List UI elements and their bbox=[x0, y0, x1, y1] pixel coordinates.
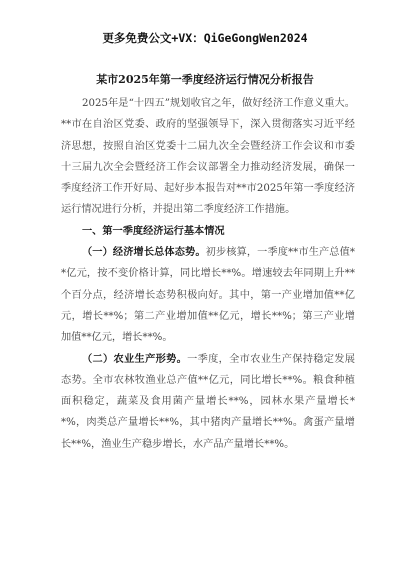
document-body bbox=[61, 93, 355, 455]
intro-paragraph: 2025年是“十四五”规划收官之年，做好经济工作意义重大。**市在自治区党委、政府的坚强领导下，深入贯彻落实习近平经济思想，按照自治区党委十二届九次全会暨经济工作会议和市委十三届九次全会暨经济工作会议部署全力推动经济发展，确保一季度经济工作开好局、起好步本报告对**市2025年第一季度经济运行情况进行分析，并提出第二季度经济工作措施。 bbox=[61, 98, 355, 216]
subsection-agriculture-text: 一季度，全市农业生产保持稳定发展态势。全市农林牧渔业总产值**亿元，同比增长**%。粮食种植面积稳定，蔬菜及食用菌产量增长**%，园林水果产量增长**%，肉类总产量增长**%，其中猪肉产量增长**%。禽蛋产量增长**%，渔业生产稳步增长，水产品产量增长**%。 bbox=[61, 353, 355, 450]
subsection-agriculture bbox=[61, 349, 355, 455]
subsection-agriculture-lead: （二）农业生产形势。 bbox=[82, 352, 188, 365]
document-title: 某市2025年第一季度经济运行情况分析报告 bbox=[96, 73, 314, 86]
section-heading: 一、第一季度经济运行基本情况 bbox=[82, 224, 225, 237]
subsection-growth-text: 初步核算，一季度**市生产总值**亿元，按不变价格计算，同比增长**%。增速较去年同期上升**个百分点，经济增长态势积极向好。其中，第一产业增加值**亿元，增长**%；第二产业增加值**亿元，增长**%；第三产业增加值**亿元，增长**%。 bbox=[61, 247, 356, 344]
subsection-growth-lead: （一）经济增长总体态势。 bbox=[82, 246, 206, 259]
subsection-growth bbox=[61, 242, 355, 348]
promo-banner: 更多免费公文+VX：QiGeGongWen2024 bbox=[102, 31, 308, 45]
